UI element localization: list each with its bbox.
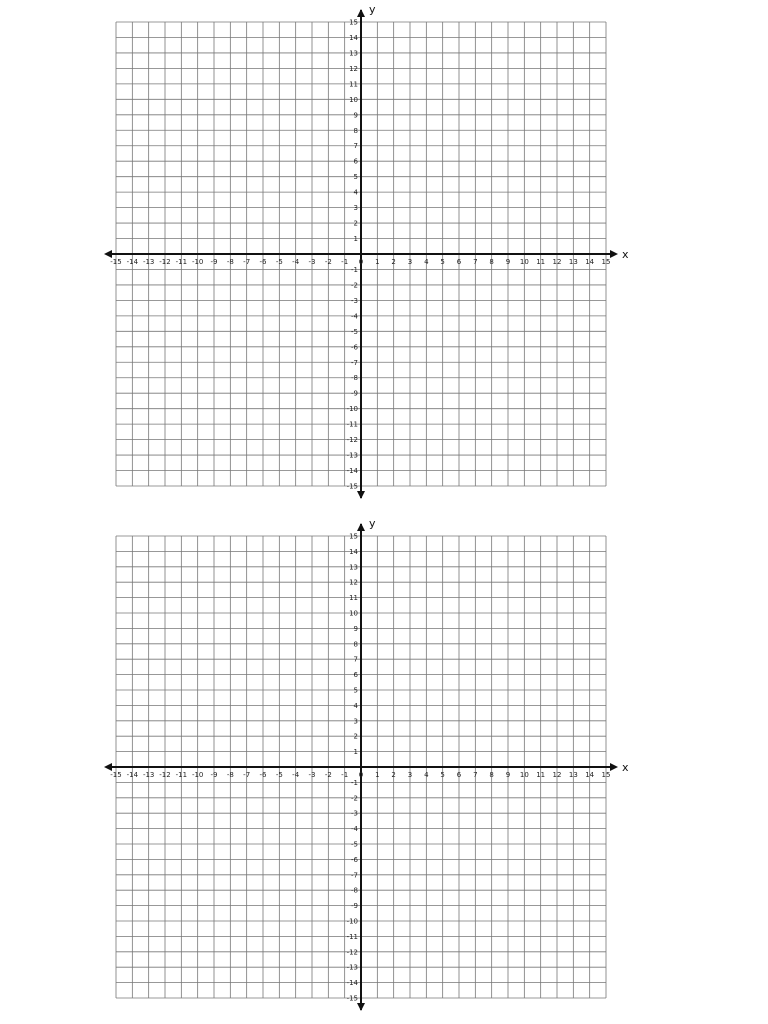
x-tick-label: 12 [552,771,562,779]
x-tick-label: 7 [473,258,478,266]
x-tick-label: 5 [440,258,445,266]
y-tick-label: -11 [346,932,358,941]
x-tick-label: -14 [126,771,139,779]
y-tick-label: -3 [351,809,358,818]
x-tick-label: -13 [142,771,155,779]
x-tick-label: 1 [375,771,380,779]
y-tick-label: 11 [349,80,358,89]
y-tick-label: -11 [346,420,358,429]
y-tick-label: 6 [353,671,358,680]
y-tick-label: -9 [351,902,358,911]
y-tick-label: 9 [353,624,358,633]
x-tick-label: -10 [191,258,204,266]
x-tick-label: 2 [391,771,396,779]
x-tick-label: 5 [440,771,445,779]
x-tick-label: -1 [341,771,349,779]
y-tick-label: -3 [351,296,358,305]
x-tick-label: 13 [568,258,578,266]
x-tick-label: -15 [110,771,122,779]
x-tick-label: 13 [568,771,578,779]
x-tick-label: 0 [358,771,364,779]
y-tick-label: 15 [349,18,358,27]
y-tick-label: -13 [346,451,358,460]
x-tick-label: 4 [424,771,429,779]
y-axis-arrow-up-icon [357,9,365,17]
x-tick-label: 14 [585,258,595,266]
x-tick-label: 12 [552,258,562,266]
x-tick-label: -4 [292,771,300,779]
x-tick-label: -7 [243,771,251,779]
x-tick-label: 10 [519,771,529,779]
x-tick-label: -8 [226,258,234,266]
y-tick-label: 10 [349,95,358,104]
x-tick-label: 6 [456,771,462,779]
x-tick-label: -9 [210,771,218,779]
x-axis-arrow-right-icon [610,763,618,771]
y-tick-label: 9 [353,111,358,120]
y-tick-label: -6 [351,343,358,352]
y-tick-label: -4 [351,312,358,321]
x-tick-label: -12 [159,258,171,266]
x-tick-label: 8 [489,258,494,266]
y-tick-label: -8 [351,886,358,895]
y-tick-label: -15 [346,482,358,491]
x-tick-label: 6 [456,258,462,266]
y-tick-label: -14 [346,979,358,988]
y-tick-label: -2 [351,281,358,290]
y-tick-label: -10 [346,405,358,414]
x-axis-arrow-left-icon [104,250,112,258]
y-axis-arrow-down-icon [357,491,365,499]
y-tick-label: 5 [353,686,358,695]
y-tick-label: 13 [349,563,358,572]
x-tick-label: -14 [126,258,139,266]
x-tick-label: -3 [308,771,316,779]
x-tick-label: -10 [191,771,204,779]
x-axis-label: x [622,761,629,774]
y-tick-label: -2 [351,794,358,803]
x-tick-label: -13 [142,258,155,266]
y-tick-label: -4 [351,825,358,834]
x-tick-label: -15 [110,258,122,266]
y-tick-label: 5 [353,173,358,182]
x-tick-label: -12 [159,771,171,779]
coordinate-grid-bottom [0,512,768,1024]
x-tick-label: -5 [275,258,283,266]
y-tick-label: 4 [353,701,358,710]
y-tick-label: 10 [349,609,358,618]
x-tick-label: -2 [324,258,332,266]
y-tick-label: 12 [349,578,358,587]
x-tick-label: -6 [259,771,267,779]
y-tick-label: -9 [351,389,358,398]
x-axis-label: x [622,248,629,261]
x-tick-label: 11 [536,771,546,779]
y-tick-label: 4 [353,188,358,197]
x-tick-label: -9 [210,258,218,266]
x-tick-label: -6 [259,258,267,266]
y-tick-label: 11 [349,594,358,603]
x-tick-label: 2 [391,258,396,266]
y-tick-label: 2 [353,732,358,741]
x-tick-label: -1 [341,258,349,266]
x-tick-label: -11 [175,258,188,266]
y-tick-label: 3 [353,204,358,213]
y-axis-arrow-down-icon [357,1003,365,1011]
y-tick-label: -13 [346,963,358,972]
y-tick-label: 1 [353,748,358,757]
y-tick-label: 8 [353,126,358,135]
y-tick-label: 7 [353,655,358,664]
y-tick-label: 13 [349,49,358,58]
x-tick-label: 7 [473,771,478,779]
x-tick-label: -4 [292,258,300,266]
x-axis-arrow-left-icon [104,763,112,771]
y-tick-label: -12 [346,948,358,957]
y-tick-label: 12 [349,64,358,73]
x-tick-label: 14 [585,771,595,779]
y-axis-arrow-up-icon [357,523,365,531]
y-tick-label: -14 [346,467,358,476]
y-axis-label: y [369,517,376,530]
y-tick-label: 14 [349,547,358,556]
x-axis-arrow-right-icon [610,250,618,258]
x-tick-label: -7 [243,258,251,266]
x-tick-label: 1 [375,258,380,266]
y-tick-label: 14 [349,33,358,42]
x-tick-label: 10 [519,258,529,266]
y-axis-label: y [369,3,376,16]
y-tick-label: -5 [351,840,358,849]
y-tick-label: -15 [346,994,358,1003]
x-tick-label: -3 [308,258,316,266]
y-tick-label: -10 [346,917,358,926]
x-tick-label: -5 [275,771,283,779]
x-tick-label: 9 [505,771,511,779]
x-tick-label: 8 [489,771,494,779]
x-tick-label: 11 [536,258,546,266]
y-tick-label: -5 [351,327,358,336]
y-tick-label: -7 [351,871,358,880]
x-tick-label: 15 [601,771,611,779]
y-tick-label: 7 [353,142,358,151]
x-tick-label: -2 [324,771,332,779]
x-tick-label: 15 [601,258,611,266]
x-tick-label: 9 [505,258,511,266]
y-tick-label: 15 [349,532,358,541]
y-tick-label: -1 [351,265,358,274]
y-tick-label: -7 [351,358,358,367]
x-tick-label: 3 [407,258,413,266]
y-tick-label: 1 [353,235,358,244]
y-tick-label: -12 [346,436,358,445]
x-tick-label: 3 [407,771,413,779]
x-tick-label: -11 [175,771,188,779]
x-tick-label: 0 [358,258,364,266]
x-tick-label: -8 [226,771,234,779]
y-tick-label: 8 [353,640,358,649]
y-tick-label: 6 [353,157,358,166]
y-tick-label: 3 [353,717,358,726]
y-tick-label: -8 [351,374,358,383]
y-tick-label: -6 [351,855,358,864]
x-tick-label: 4 [424,258,429,266]
y-tick-label: 2 [353,219,358,228]
y-tick-label: -1 [351,778,358,787]
